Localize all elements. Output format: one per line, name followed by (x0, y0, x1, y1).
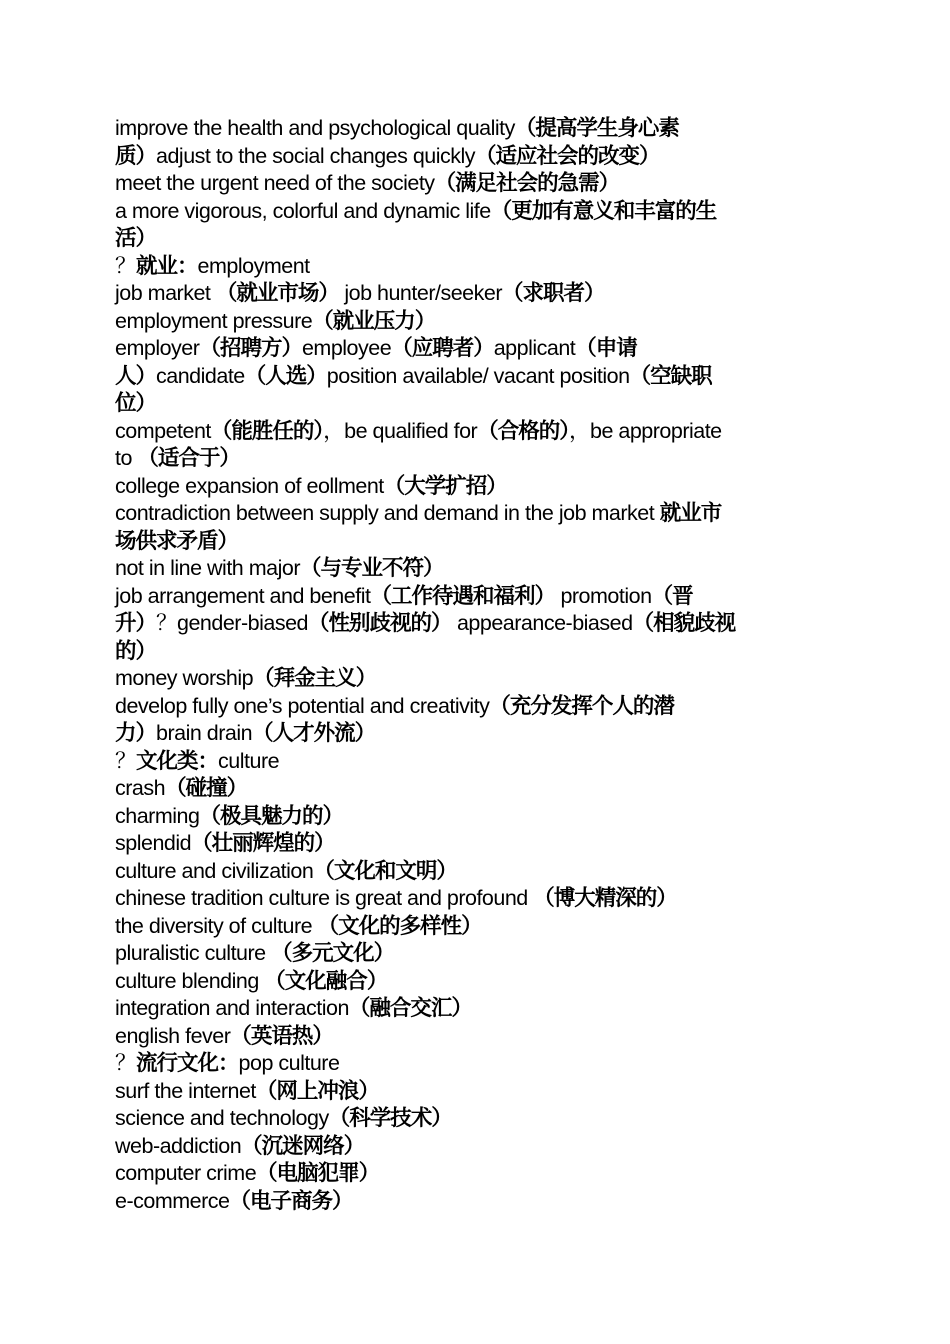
chinese-gloss: （就业压力） (312, 308, 436, 334)
text-line (115, 1105, 840, 1133)
chinese-gloss: （沉迷网络） (241, 1133, 365, 1159)
chinese-gloss: 升） (115, 611, 157, 636)
chinese-gloss: 的） (115, 638, 157, 664)
english-term: pluralistic culture (115, 941, 272, 965)
chinese-gloss: （文化融合） (264, 968, 388, 994)
english-term: integration and interaction (115, 996, 349, 1020)
chinese-gloss: （拜金主义） (253, 666, 377, 691)
text-line (115, 1050, 840, 1078)
english-term: employer (115, 336, 200, 360)
english-term: culture blending (115, 968, 265, 993)
chinese-gloss: 就业市 (659, 501, 722, 526)
chinese-gloss: 活） (115, 226, 157, 251)
text-line (115, 418, 840, 446)
english-term: ，be appropriate (568, 418, 722, 443)
english-term: splendid (115, 831, 192, 855)
english-term: job arrangement and benefit (115, 583, 371, 608)
english-term: crash (115, 776, 166, 800)
english-term: culture (218, 748, 280, 773)
chinese-gloss: （更加有意义和丰富的生 (490, 198, 717, 224)
chinese-gloss: （文化的多样性） (317, 913, 482, 939)
english-term: adjust to the social changes quickly (156, 143, 476, 168)
text-line (115, 143, 840, 171)
chinese-gloss: （文化和文明） (313, 858, 457, 884)
chinese-gloss: （大学扩招） (383, 473, 507, 499)
english-term: chinese tradition culture is great and profound (115, 886, 534, 910)
chinese-gloss: （空缺职 (629, 363, 712, 389)
english-term: appearance-biased (451, 611, 633, 635)
chinese-gloss: （充分发挥个人的潜 (489, 693, 674, 719)
chinese-gloss: （晋 (651, 583, 693, 609)
text-line (115, 170, 840, 198)
text-line (115, 390, 840, 418)
english-term: pop culture (238, 1051, 340, 1075)
english-term: college expansion of eollment (115, 473, 384, 498)
english-term: employment pressure (115, 308, 313, 333)
chinese-gloss: （适应社会的改变） (475, 143, 660, 169)
text-line (115, 720, 840, 748)
text-line (115, 555, 840, 583)
text-line (115, 665, 840, 693)
document-page (115, 115, 840, 1215)
english-term: culture and civilization (115, 858, 314, 883)
english-term: ？ (115, 748, 137, 773)
text-line (115, 693, 840, 721)
english-term: employee (301, 336, 392, 360)
chinese-gloss: 质） (115, 143, 157, 169)
chinese-gloss: 场供求矛盾） (115, 528, 239, 554)
text-line (115, 280, 840, 308)
english-term: promotion (554, 583, 652, 608)
english-term: english fever (115, 1023, 231, 1048)
chinese-gloss: 流行文化： (136, 1051, 239, 1076)
chinese-gloss: （电脑犯罪） (256, 1161, 380, 1186)
text-line (115, 858, 840, 886)
text-line (115, 1133, 840, 1161)
chinese-gloss: （招聘方） (199, 336, 302, 361)
english-term: ？gender-biased (156, 611, 308, 635)
chinese-gloss: （求职者） (501, 281, 605, 306)
chinese-gloss: （性别歧视的） (307, 611, 452, 636)
chinese-gloss: （满足社会的急需） (434, 171, 620, 196)
text-line (115, 1023, 840, 1051)
chinese-gloss: 文化类： (136, 748, 219, 774)
chinese-gloss: （融合交汇） (348, 996, 472, 1021)
chinese-gloss: （能胜任的） (210, 418, 324, 444)
english-term: meet the urgent need of the society (115, 171, 435, 195)
text-line (115, 803, 840, 831)
chinese-gloss: （申请 (575, 336, 637, 361)
english-term: a more vigorous, colorful and dynamic life (115, 198, 491, 223)
chinese-gloss: （工作待遇和福利） (370, 583, 555, 609)
chinese-gloss: （网上冲浪） (255, 1078, 379, 1104)
text-line (115, 115, 840, 143)
chinese-gloss: （碰撞） (165, 776, 248, 801)
text-line (115, 335, 840, 363)
chinese-gloss: （提高学生身心素 (514, 116, 679, 141)
chinese-gloss: （与专业不符） (299, 556, 444, 581)
english-term: candidate (156, 363, 245, 388)
chinese-gloss: （人才外流） (252, 721, 376, 746)
english-term: employment (197, 253, 310, 278)
chinese-gloss: （合格的） (477, 418, 569, 444)
english-term: charming (115, 803, 200, 828)
chinese-gloss: （博大精深的） (533, 886, 677, 911)
text-line (115, 445, 840, 473)
english-term: surf the internet (115, 1078, 256, 1103)
text-line (115, 473, 840, 501)
chinese-gloss: （人选） (244, 363, 327, 389)
english-term: job hunter/seeker (338, 281, 502, 305)
text-line (115, 775, 840, 803)
english-term: web-addiction (115, 1133, 242, 1158)
chinese-gloss: 力） (115, 721, 157, 746)
chinese-gloss: （电子商务） (229, 1188, 353, 1214)
text-line (115, 1188, 840, 1216)
chinese-gloss: 就业： (136, 253, 198, 279)
chinese-gloss: （极具魅力的） (199, 803, 343, 829)
chinese-gloss: （就业市场） (215, 281, 339, 306)
english-term: contradiction between supply and demand in the job market (115, 501, 660, 525)
text-line (115, 610, 840, 638)
text-line (115, 253, 840, 281)
english-term: applicant (493, 336, 576, 360)
english-term: improve the health and psychological quality (115, 116, 515, 140)
english-term: ？ (115, 253, 137, 278)
text-line (115, 363, 840, 391)
english-term: e-commerce (115, 1188, 230, 1213)
chinese-gloss: （壮丽辉煌的） (191, 831, 335, 856)
english-term: not in line with major (115, 556, 300, 580)
text-line (115, 1160, 840, 1188)
english-term: ，be qualified for (323, 418, 478, 443)
english-term: develop fully one’s potential and creativity (115, 693, 490, 718)
text-line (115, 995, 840, 1023)
text-line (115, 528, 840, 556)
chinese-gloss: （应聘者） (391, 336, 494, 361)
english-term: job market (115, 281, 216, 305)
english-term: position available/ vacant position (326, 363, 630, 388)
chinese-gloss: 人） (115, 363, 157, 389)
english-term: brain drain (156, 721, 253, 745)
text-line (115, 748, 840, 776)
text-line (115, 913, 840, 941)
text-line (115, 940, 840, 968)
chinese-gloss: （多元文化） (271, 941, 395, 966)
text-line (115, 225, 840, 253)
chinese-gloss: （英语热） (230, 1023, 333, 1049)
text-line (115, 638, 840, 666)
text-line (115, 500, 840, 528)
english-term: science and technology (115, 1106, 329, 1130)
text-line (115, 583, 840, 611)
english-term: ？ (115, 1051, 137, 1075)
text-line (115, 830, 840, 858)
english-term: the diversity of culture (115, 913, 318, 938)
text-line (115, 308, 840, 336)
chinese-gloss: （科学技术） (328, 1106, 452, 1131)
english-term: competent (115, 418, 211, 443)
english-term: money worship (115, 666, 254, 690)
text-line (115, 1078, 840, 1106)
english-term: computer crime (115, 1161, 257, 1185)
chinese-gloss: （适合于） (137, 446, 240, 471)
chinese-gloss: （相貌歧视 (632, 611, 736, 636)
chinese-gloss: 位） (115, 391, 157, 416)
text-line (115, 885, 840, 913)
text-line (115, 968, 840, 996)
text-line (115, 198, 840, 226)
english-term: to (115, 446, 138, 470)
